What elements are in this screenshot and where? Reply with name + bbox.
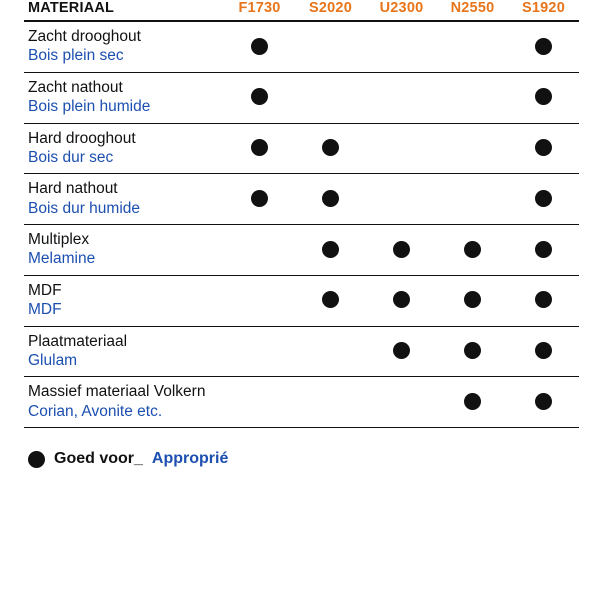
suitable-dot-icon <box>251 190 268 207</box>
material-name-nl: Massief materiaal Volkern <box>28 383 206 401</box>
legend-label-nl: Goed voor_ <box>54 450 143 467</box>
material-name-nl: MDF <box>28 281 62 299</box>
compatibility-cell <box>224 326 295 377</box>
compatibility-cell <box>224 225 295 276</box>
compatibility-cell <box>224 72 295 123</box>
suitable-dot-icon <box>535 88 552 105</box>
compatibility-cell <box>437 275 508 326</box>
compatibility-cell <box>508 377 579 428</box>
suitable-dot-icon <box>322 241 339 258</box>
legend <box>24 450 576 468</box>
suitable-dot-icon <box>322 190 339 207</box>
legend-dot-icon <box>28 451 45 468</box>
suitable-dot-icon <box>535 342 552 359</box>
suitable-dot-icon <box>393 291 410 308</box>
compatibility-cell <box>295 326 366 377</box>
suitable-dot-icon <box>535 38 552 55</box>
material-name-cell <box>24 123 224 174</box>
compatibility-cell <box>508 326 579 377</box>
suitable-dot-icon <box>535 291 552 308</box>
compatibility-cell <box>295 174 366 225</box>
compatibility-cell <box>295 225 366 276</box>
suitable-dot-icon <box>464 342 481 359</box>
material-name-fr: Corian, Avonite etc. <box>28 402 163 420</box>
table-row <box>24 21 579 72</box>
compatibility-cell <box>437 174 508 225</box>
material-name-fr: Bois dur humide <box>28 199 141 217</box>
compatibility-cell <box>295 72 366 123</box>
compatibility-cell <box>295 377 366 428</box>
table-row <box>24 326 579 377</box>
material-name-cell <box>24 377 224 428</box>
table-row <box>24 72 579 123</box>
suitable-dot-icon <box>535 190 552 207</box>
suitable-dot-icon <box>251 38 268 55</box>
material-name-fr: MDF <box>28 301 62 319</box>
legend-label-fr: Approprié <box>151 450 229 467</box>
suitable-dot-icon <box>535 241 552 258</box>
table-row <box>24 123 579 174</box>
material-compatibility-table <box>24 0 579 428</box>
material-name-nl: Zacht drooghout <box>28 28 141 45</box>
suitable-dot-icon <box>464 393 481 410</box>
column-header-material: MATERIAAL <box>28 0 115 16</box>
suitable-dot-icon <box>251 139 268 156</box>
compatibility-cell <box>366 21 437 72</box>
material-name-nl: Hard nathout <box>28 180 118 198</box>
compatibility-cell <box>224 377 295 428</box>
compatibility-cell <box>508 174 579 225</box>
compatibility-cell <box>366 275 437 326</box>
compatibility-cell <box>508 21 579 72</box>
table-row <box>24 225 579 276</box>
material-name-fr: Melamine <box>28 250 96 268</box>
suitable-dot-icon <box>393 241 410 258</box>
compatibility-cell <box>508 123 579 174</box>
material-name-fr: Glulam <box>28 351 78 369</box>
compatibility-cell <box>224 174 295 225</box>
suitable-dot-icon <box>322 291 339 308</box>
compatibility-cell <box>224 275 295 326</box>
compatibility-cell <box>437 21 508 72</box>
table-header <box>24 0 579 21</box>
material-name-cell <box>24 275 224 326</box>
column-header-code-3: U2300 <box>379 0 424 16</box>
header-row <box>24 0 579 21</box>
material-name-nl: Zacht nathout <box>28 78 123 96</box>
compatibility-cell <box>437 225 508 276</box>
compatibility-cell <box>295 21 366 72</box>
table-body <box>24 21 579 428</box>
suitable-dot-icon <box>464 241 481 258</box>
compatibility-cell <box>508 225 579 276</box>
material-name-cell <box>24 21 224 72</box>
column-header-code-2: S2020 <box>309 0 352 16</box>
compatibility-cell <box>366 225 437 276</box>
table-row <box>24 377 579 428</box>
suitable-dot-icon <box>322 139 339 156</box>
compatibility-cell <box>295 275 366 326</box>
suitable-dot-icon <box>535 393 552 410</box>
compatibility-cell <box>366 123 437 174</box>
material-name-nl: Hard drooghout <box>28 129 136 147</box>
material-name-cell <box>24 326 224 377</box>
table-row <box>24 174 579 225</box>
compatibility-cell <box>437 72 508 123</box>
compatibility-cell <box>366 326 437 377</box>
material-name-cell <box>24 174 224 225</box>
compatibility-cell <box>224 123 295 174</box>
compatibility-cell <box>295 123 366 174</box>
compatibility-cell <box>437 123 508 174</box>
material-name-cell <box>24 225 224 276</box>
compatibility-cell <box>366 72 437 123</box>
column-header-code-5: S1920 <box>522 0 565 16</box>
suitable-dot-icon <box>393 342 410 359</box>
table-row <box>24 275 579 326</box>
material-name-fr: Bois plein sec <box>28 47 124 65</box>
column-header-code-4: N2550 <box>450 0 495 16</box>
compatibility-cell <box>437 326 508 377</box>
material-name-fr: Bois dur sec <box>28 148 114 166</box>
compatibility-cell <box>224 21 295 72</box>
material-name-cell <box>24 72 224 123</box>
compatibility-cell <box>508 275 579 326</box>
suitable-dot-icon <box>535 139 552 156</box>
compatibility-cell <box>508 72 579 123</box>
suitable-dot-icon <box>464 291 481 308</box>
suitable-dot-icon <box>251 88 268 105</box>
material-name-fr: Bois plein humide <box>28 98 151 116</box>
column-header-code-1: F1730 <box>238 0 281 16</box>
material-name-nl: Multiplex <box>28 231 90 248</box>
compatibility-cell <box>366 174 437 225</box>
material-name-nl: Plaatmateriaal <box>28 332 128 350</box>
compatibility-cell <box>437 377 508 428</box>
compatibility-cell <box>366 377 437 428</box>
